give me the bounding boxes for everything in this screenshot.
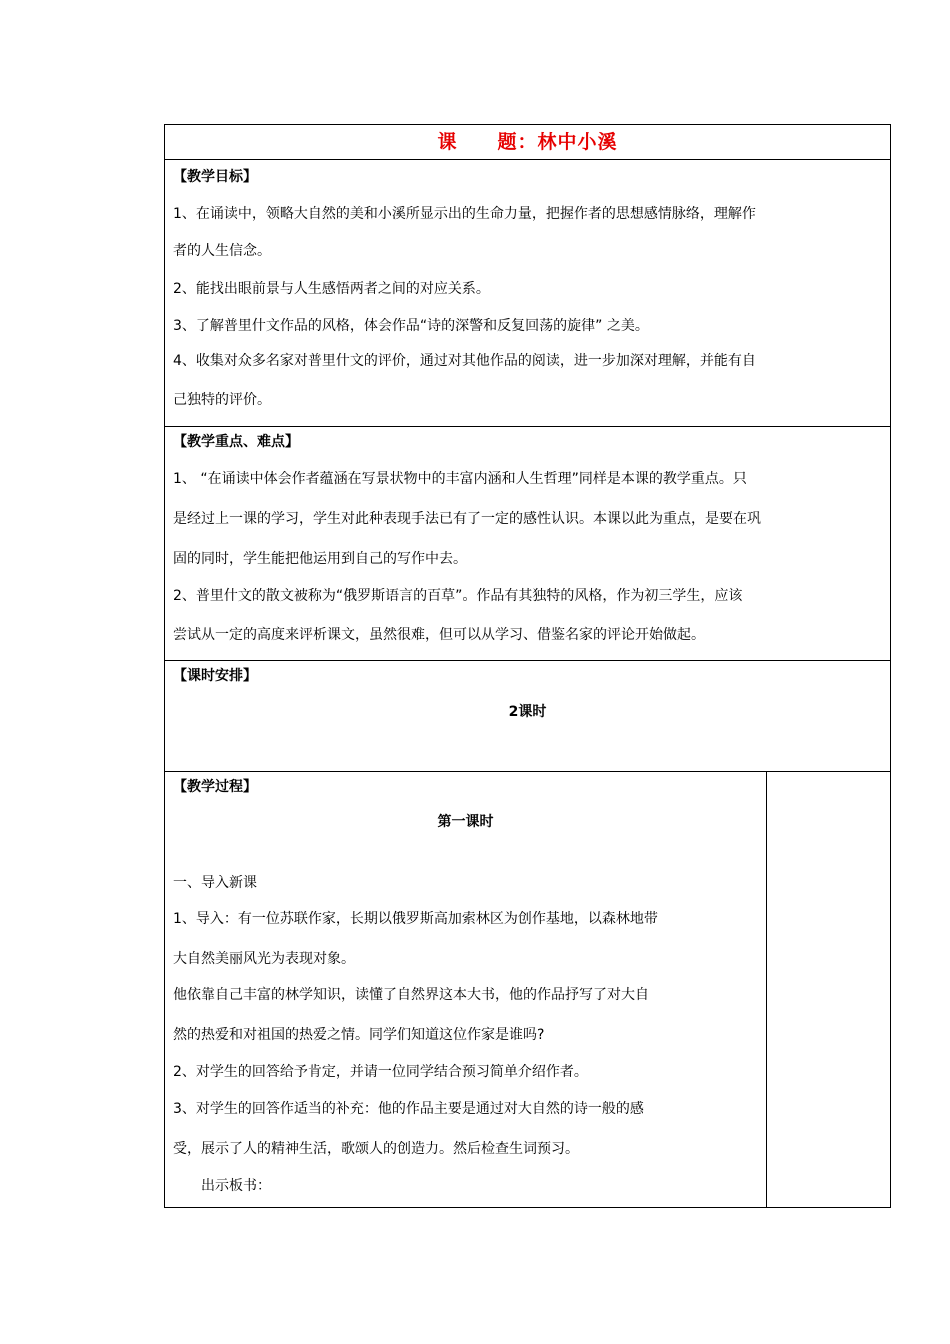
goal-line: 3、了解普里什文作品的风格，体会作品“诗的深警和反复回荡的旋律” 之美。 (173, 318, 649, 334)
teaching-goals-section (164, 159, 891, 426)
key-point-line: 是经过上一课的学习，学生对此种表现手法已有了一定的感性认识。本课以此为重点，是要在巩 (173, 511, 761, 527)
goal-line: 者的人生信念。 (173, 243, 271, 259)
process-line: 出示板书： (173, 1178, 271, 1194)
lesson-title: 课 题：林中小溪 (437, 131, 618, 153)
process-line: 大自然美丽风光为表现对象。 (173, 951, 355, 967)
title-row (164, 124, 891, 159)
goal-line: 2、能找出眼前景与人生感悟两者之间的对应关系。 (173, 281, 490, 297)
process-line: 3、对学生的回答作适当的补充：他的作品主要是通过对大自然的诗一般的感 (173, 1101, 644, 1117)
key-point-line: 1、 “在诵读中体会作者蕴涵在写景状物中的丰富内涵和人生哲理”同样是本课的教学重点。只 (173, 471, 747, 487)
column-divider (766, 772, 767, 1207)
schedule-heading: 【课时安排】 (173, 668, 257, 684)
key-point-line: 固的同时，学生能把他运用到自己的写作中去。 (173, 551, 467, 567)
key-points-heading: 【教学重点、难点】 (173, 434, 299, 450)
process-line: 一、导入新课 (173, 875, 257, 891)
process-line: 他依靠自己丰富的林学知识，读懂了自然界这本大书，他的作品抒写了对大自 (173, 987, 649, 1003)
goal-line: 1、在诵读中，领略大自然的美和小溪所显示出的生命力量，把握作者的思想感情脉络，理解作 (173, 206, 756, 222)
goal-line: 己独特的评价。 (173, 392, 271, 408)
process-line: 1、导入：有一位苏联作家，长期以俄罗斯高加索林区为创作基地，以森林地带 (173, 911, 658, 927)
schedule-section (164, 660, 891, 771)
key-point-line: 尝试从一定的高度来评析课文，虽然很难，但可以从学习、借鉴名家的评论开始做起。 (173, 627, 705, 643)
process-line: 受，展示了人的精神生活，歌颂人的创造力。然后检查生词预习。 (173, 1141, 579, 1157)
process-line: 2、对学生的回答给予肯定，并请一位同学结合预习简单介绍作者。 (173, 1064, 588, 1080)
key-point-line: 2、普里什文的散文被称为“俄罗斯语言的百草”。作品有其独特的风格，作为初三学生，应该 (173, 588, 743, 604)
teaching-goals-heading: 【教学目标】 (173, 169, 257, 185)
schedule-value: 2课时 (508, 704, 547, 720)
key-points-section (164, 426, 891, 660)
goal-line: 4、收集对众多名家对普里什文的评价，通过对其他作品的阅读，进一步加深对理解，并能有自 (173, 353, 756, 369)
teaching-process-section (164, 771, 891, 1208)
teaching-process-heading: 【教学过程】 (173, 779, 257, 795)
process-line: 然的热爱和对祖国的热爱之情。同学们知道这位作家是谁吗? (173, 1027, 545, 1043)
first-lesson-heading: 第一课时 (437, 814, 494, 830)
